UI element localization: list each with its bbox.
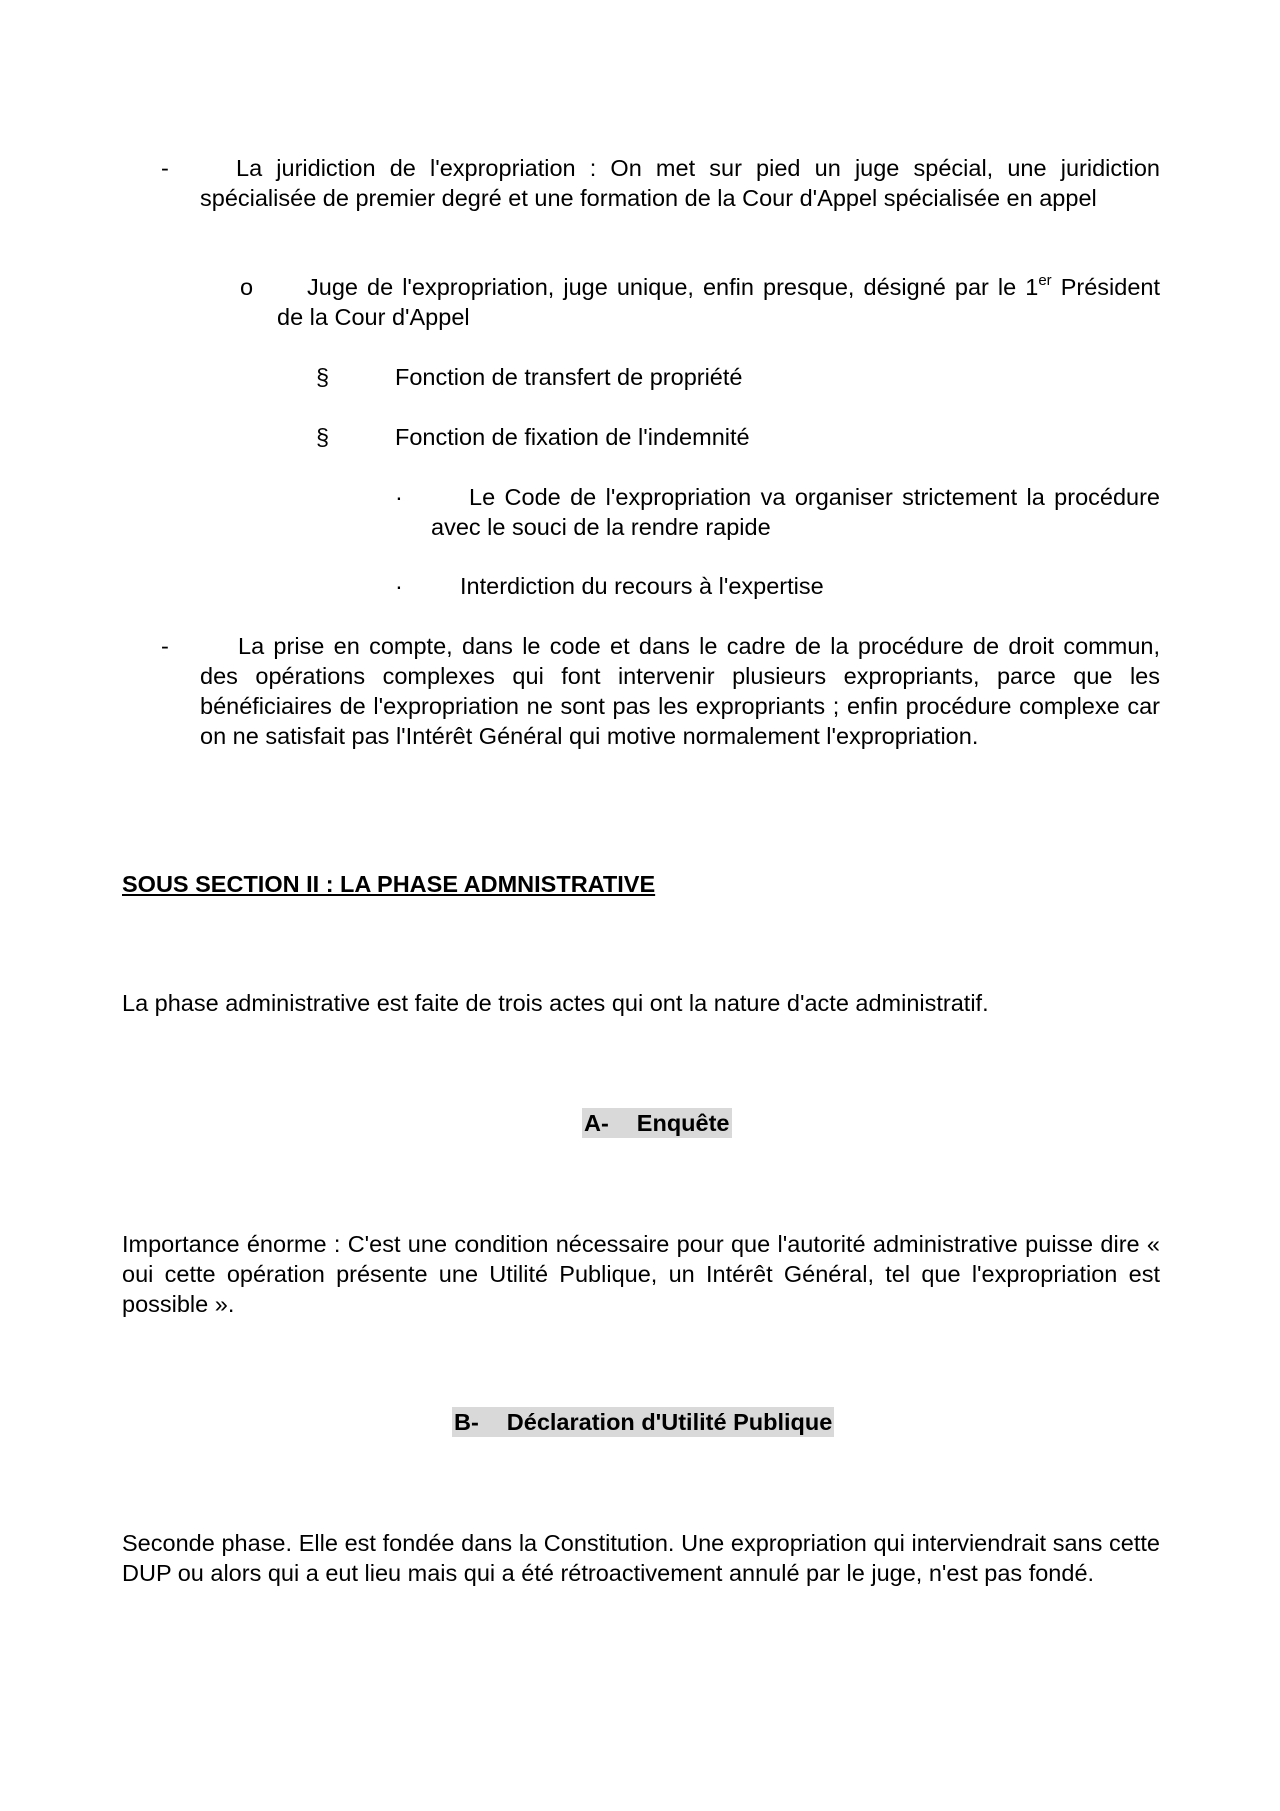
circle-bullet: o [240,274,254,300]
juge-text-end: Président de la Cour d'Appel [277,274,1160,330]
list-item-fonction-fixation: Fonction de fixation de l'indemnité [395,424,750,450]
heading-dup [452,1407,834,1437]
list-item-expertise: Interdiction du recours à l'expertise [460,573,824,599]
list-item-juge [277,272,1160,332]
list-item-prise-en-compte: La prise en compte, dans le code et dans le cadre de la procédure de droit commun, des opérations complexes qui font intervenir plusieurs expropriants, parce que les bénéficiaires de l'expropriation ne sont pas les expropriants ; enfin procédure complexe car on ne satisfait pas l'Intérêt Général qui motive normalement l'expropriation. [200,633,1160,749]
dot-bullet: · [395,573,403,599]
heading-letter-b: B- [454,1409,479,1435]
dash-bullet: - [161,155,169,181]
superscript-er: er [1038,272,1052,289]
intro-paragraph: La phase administrative est faite de trois actes qui ont la nature d'acte administratif. [122,990,989,1016]
heading-title-dup: Déclaration d'Utilité Publique [506,1409,833,1435]
list-item-code: Le Code de l'expropriation va organiser strictement la procédure avec le souci de la rendre rapide [431,484,1160,540]
section-bullet: § [316,364,330,390]
section-heading: SOUS SECTION II : LA PHASE ADMNISTRATIVE [122,871,656,897]
heading-letter-a: A- [584,1110,609,1136]
list-item-fonction-transfert: Fonction de transfert de propriété [395,364,743,390]
paragraph-enquete: Importance énorme : C'est une condition nécessaire pour que l'autorité administrative puisse dire « oui cette opération présente une Utilité Publique, un Intérêt Général, tel que l'expropriation est possible ». [122,1231,1160,1317]
dot-bullet: · [395,484,403,510]
paragraph-dup: Seconde phase. Elle est fondée dans la Constitution. Une expropriation qui interviendrait sans cette DUP ou alors qui a eut lieu mais qui a été rétroactivement annulé par le juge, n'est pas fondé. [122,1530,1160,1586]
list-item-juridiction: La juridiction de l'expropriation : On met sur pied un juge spécial, une juridiction spécialisée de premier degré et une formation de la Cour d'Appel spécialisée en appel [200,155,1160,211]
heading-title-enquete: Enquête [636,1110,730,1136]
dash-bullet: - [161,633,169,659]
section-bullet: § [316,424,330,450]
heading-enquete [582,1108,732,1138]
juge-text: Juge de l'expropriation, juge unique, enfin presque, désigné par le 1 [307,274,1039,300]
